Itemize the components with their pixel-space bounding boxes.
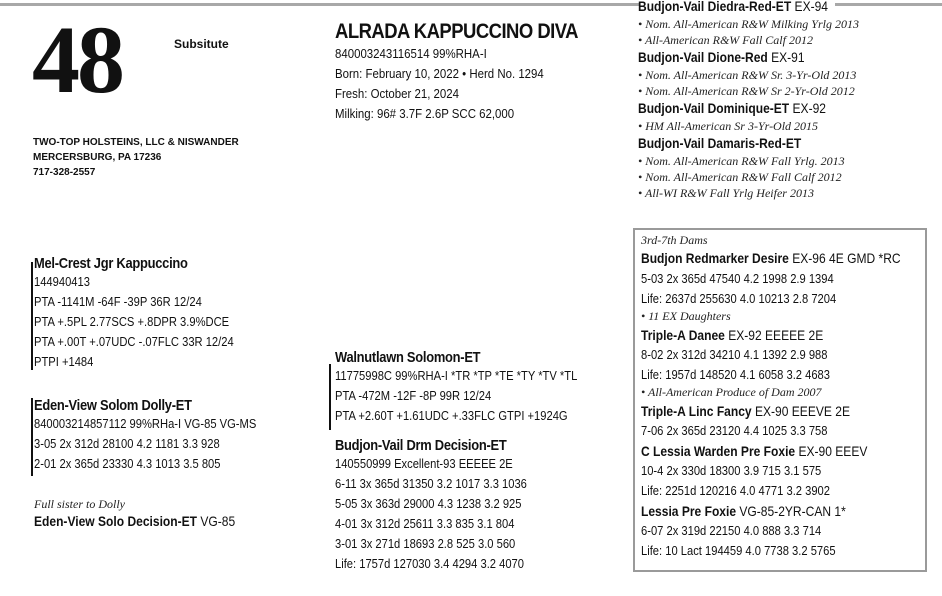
family-1-name: Budjon-Vail Diedra-Red-ET bbox=[638, 0, 792, 14]
dam6-lifetime: Life: 2251d 120216 4.0 4771 3.2 3902 bbox=[641, 483, 830, 498]
dam7-classification: VG-85-2YR-CAN 1* bbox=[739, 503, 846, 519]
dam4-classification: EX-92 EEEEE 2E bbox=[728, 327, 824, 343]
family-4-name: Budjon-Vail Damaris-Red-ET bbox=[638, 135, 802, 151]
mgs-pta-2: PTA +2.60T +1.61UDC +.33FLC GTPI +1924G bbox=[335, 408, 568, 423]
family-2-note-1: • Nom. All-American R&W Sr. 3-Yr-Old 2013 bbox=[638, 68, 857, 82]
family-3-classification: EX-92 bbox=[792, 100, 826, 116]
granddam-record-3: 4-01 3x 312d 25611 3.3 835 3.1 804 bbox=[335, 516, 515, 531]
dam-record-1: 3-05 2x 312d 28100 4.2 1181 3.3 928 bbox=[34, 436, 220, 451]
dam7-lifetime: Life: 10 Lact 194459 4.0 7738 3.2 5765 bbox=[641, 543, 836, 558]
consignor-block bbox=[33, 135, 239, 180]
mgs-pta-1: PTA -472M -12F -8P 99R 12/24 bbox=[335, 388, 492, 403]
dam4-name: Triple-A Danee bbox=[641, 327, 725, 343]
sire-reg: 144940413 bbox=[34, 274, 90, 289]
dam7-name: Lessia Pre Foxie bbox=[641, 503, 737, 519]
dam3-classification: EX-96 4E GMD *RC bbox=[792, 250, 901, 266]
mgs-bracket bbox=[329, 364, 331, 430]
granddam-reg: 140550999 Excellent-93 EEEEE 2E bbox=[335, 456, 513, 471]
dam3-note: • 11 EX Daughters bbox=[641, 309, 731, 323]
dam4-record: 8-02 2x 312d 34210 4.1 1392 2.9 988 bbox=[641, 347, 828, 362]
granddam-record-2: 5-05 3x 363d 29000 4.3 1238 3.2 925 bbox=[335, 496, 522, 511]
family-1-note-2: • All-American R&W Fall Calf 2012 bbox=[638, 33, 813, 47]
dam-block bbox=[34, 397, 292, 474]
family-2-classification: EX-91 bbox=[771, 49, 805, 65]
lot-number: 48 bbox=[32, 6, 122, 113]
sire-pta-3: PTA +.00T +.07UDC -.07FLC 33R 12/24 bbox=[34, 334, 234, 349]
dam6-classification: EX-90 EEEV bbox=[798, 443, 868, 459]
sister-block bbox=[34, 496, 268, 531]
granddam-name: Budjon-Vail Drm Decision-ET bbox=[335, 437, 507, 454]
family-3-note-1: • HM All-American Sr 3-Yr-Old 2015 bbox=[638, 119, 819, 133]
animal-id: 840003243116514 99%RHA-I bbox=[335, 46, 487, 61]
dam-bracket bbox=[31, 398, 33, 476]
sister-classification: VG-85 bbox=[200, 513, 236, 529]
dam-reg: 840003214857112 99%RHa-I VG-85 VG-MS bbox=[34, 416, 257, 431]
sire-block bbox=[34, 255, 266, 372]
mgs-reg: 11775998C 99%RHA-I *TR *TP *TE *TY *TV *TL bbox=[335, 368, 578, 383]
consignor-address: MERCERSBURG, PA 17236 bbox=[33, 152, 162, 163]
dam3-lifetime: Life: 2637d 255630 4.0 10213 2.8 7204 bbox=[641, 291, 837, 306]
sire-ptpi: PTPI +1484 bbox=[34, 354, 94, 369]
dam4-lifetime: Life: 1957d 148520 4.1 6058 3.2 4683 bbox=[641, 367, 830, 382]
granddam-record-4: 3-01 3x 271d 18693 2.8 525 3.0 560 bbox=[335, 536, 516, 551]
dams-heading: 3rd-7th Dams bbox=[641, 233, 708, 247]
granddam-record-1: 6-11 3x 365d 31350 3.2 1017 3.3 1036 bbox=[335, 476, 527, 491]
dam5-name: Triple-A Linc Fancy bbox=[641, 403, 752, 419]
animal-name: ALRADA KAPPUCCINO DIVA bbox=[335, 20, 579, 43]
family-2-note-2: • Nom. All-American R&W Sr 2-Yr-Old 2012 bbox=[638, 84, 855, 98]
sire-name: Mel-Crest Jgr Kappuccino bbox=[34, 255, 188, 272]
sire-pta-2: PTA +.5PL 2.77SCS +.8DPR 3.9%DCE bbox=[34, 314, 230, 329]
granddam-lifetime: Life: 1757d 127030 3.4 4294 3.2 4070 bbox=[335, 556, 524, 571]
dam5-classification: EX-90 EEEVE 2E bbox=[754, 403, 851, 419]
dam6-name: C Lessia Warden Pre Foxie bbox=[641, 443, 796, 459]
dam6-record: 10-4 2x 330d 18300 3.9 715 3.1 575 bbox=[641, 463, 822, 478]
animal-born: Born: February 10, 2022 • Herd No. 1294 bbox=[335, 66, 544, 81]
dam-record-2: 2-01 2x 365d 23330 4.3 1013 3.5 805 bbox=[34, 456, 221, 471]
dam3-record: 5-03 2x 365d 47540 4.2 1998 2.9 1394 bbox=[641, 271, 834, 286]
family-3-name: Budjon-Vail Dominique-ET bbox=[638, 100, 790, 116]
family-1-classification: EX-94 bbox=[794, 0, 829, 14]
family-4-note-1: • Nom. All-American R&W Fall Yrlg. 2013 bbox=[638, 154, 845, 168]
sister-note: Full sister to Dolly bbox=[34, 497, 125, 511]
dam5-record: 7-06 2x 365d 23120 4.4 1025 3.3 758 bbox=[641, 423, 828, 438]
granddam-block bbox=[335, 437, 558, 574]
sire-pta-1: PTA -1141M -64F -39P 36R 12/24 bbox=[34, 294, 202, 309]
dam4-note: • All-American Produce of Dam 2007 bbox=[641, 385, 822, 399]
animal-milking: Milking: 96# 3.7F 2.6P SCC 62,000 bbox=[335, 106, 515, 121]
family-4-note-2: • Nom. All-American R&W Fall Calf 2012 bbox=[638, 170, 842, 184]
sire-bracket bbox=[31, 262, 33, 370]
family-block bbox=[638, 0, 859, 201]
family-4-note-3: • All-WI R&W Fall Yrlg Heifer 2013 bbox=[638, 186, 814, 200]
mgs-block bbox=[335, 349, 617, 426]
consignor-name: TWO-TOP HOLSTEINS, LLC & NISWANDER bbox=[33, 137, 239, 148]
family-2-name: Budjon-Vail Dione-Red bbox=[638, 49, 768, 65]
substitute-label: Subsitute bbox=[174, 37, 229, 51]
mgs-name: Walnutlawn Solomon-ET bbox=[335, 349, 481, 366]
dam-name: Eden-View Solom Dolly-ET bbox=[34, 397, 192, 414]
animal-fresh: Fresh: October 21, 2024 bbox=[335, 86, 460, 101]
family-1-note-1: • Nom. All-American R&W Milking Yrlg 2013 bbox=[638, 17, 859, 31]
dam7-record: 6-07 2x 319d 22150 4.0 888 3.3 714 bbox=[641, 523, 822, 538]
animal-header bbox=[335, 20, 611, 124]
dam3-name: Budjon Redmarker Desire bbox=[641, 250, 789, 266]
sister-name: Eden-View Solo Decision-ET bbox=[34, 513, 198, 529]
consignor-phone: 717-328-2557 bbox=[33, 167, 96, 178]
